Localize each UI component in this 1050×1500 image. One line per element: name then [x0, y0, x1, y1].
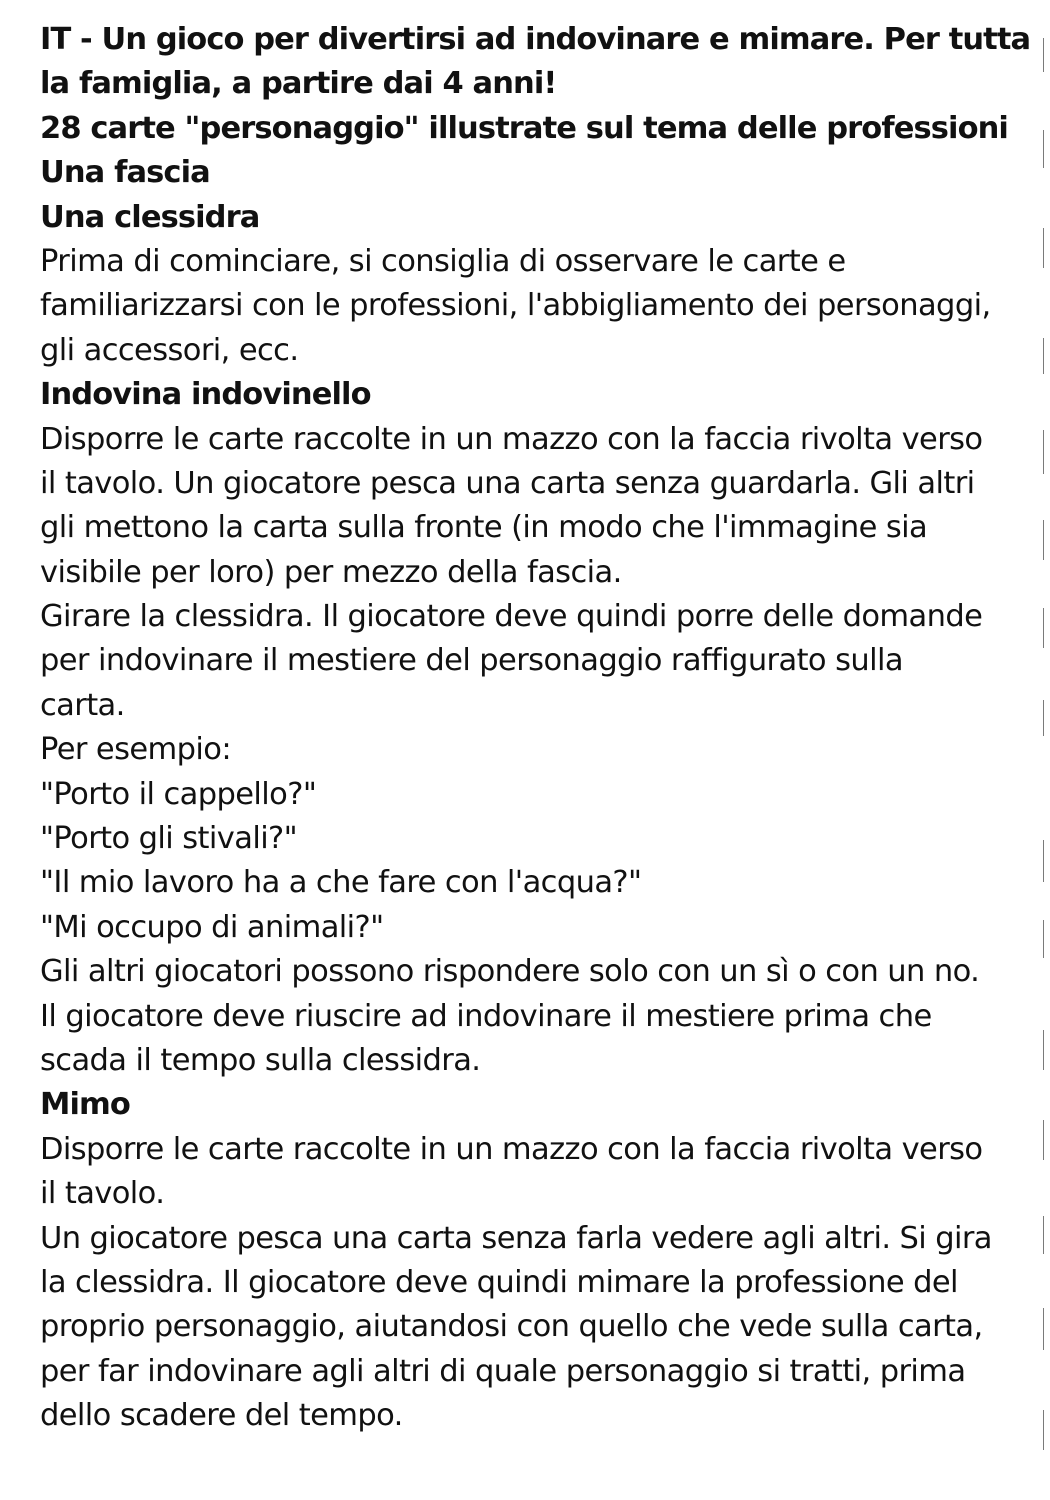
- body-text-line: il tavolo. Un giocatore pesca una carta senza guardarla. Gli altri: [40, 465, 975, 501]
- page-edge-mark: [1043, 228, 1044, 268]
- page-edge-mark: [1043, 1308, 1044, 1350]
- body-text-line: gli mettono la carta sulla fronte (in modo che l'immagine sia: [40, 510, 928, 546]
- page-edge-mark: [1043, 608, 1044, 648]
- page-edge-mark: [1043, 1410, 1044, 1450]
- example-question: "Mi occupo di animali?": [40, 909, 384, 945]
- body-text-line: la clessidra. Il giocatore deve quindi mimare la professione del: [40, 1264, 958, 1300]
- page-edge-mark: [1043, 130, 1044, 168]
- example-question: "Porto gli stivali?": [40, 821, 298, 857]
- body-text-line: dello scadere del tempo.: [40, 1398, 403, 1434]
- body-text-line: Per esempio:: [40, 732, 232, 768]
- page-edge-mark: [1043, 430, 1044, 474]
- contents-item-band: Una fascia: [40, 155, 210, 191]
- body-text-line: proprio personaggio, aiutandosi con quello che vede sulla carta,: [40, 1309, 983, 1345]
- page-edge-mark: [1043, 520, 1044, 560]
- contents-item-cards: 28 carte "personaggio" illustrate sul tema delle professioni: [40, 110, 1008, 146]
- page-edge-mark: [1043, 38, 1044, 72]
- page-edge-mark: [1043, 1030, 1044, 1070]
- body-text-line: Il giocatore deve riuscire ad indovinare il mestiere prima che: [40, 998, 932, 1034]
- body-text-line: Disporre le carte raccolte in un mazzo con la faccia rivolta verso: [40, 421, 983, 457]
- contents-item-hourglass: Una clessidra: [40, 199, 260, 235]
- section-heading-mimo: Mimo: [40, 1087, 130, 1123]
- example-question: "Il mio lavoro ha a che fare con l'acqua?": [40, 865, 642, 901]
- section-heading-indovina: Indovina indovinello: [40, 377, 371, 413]
- body-text-line: Gli altri giocatori possono rispondere solo con un sì o con un no.: [40, 954, 980, 990]
- body-text-line: gli accessori, ecc.: [40, 332, 299, 368]
- body-text-line: carta.: [40, 687, 125, 723]
- page-edge-mark: [1043, 840, 1044, 882]
- body-text-line: familiarizzarsi con le professioni, l'abbigliamento dei personaggi,: [40, 288, 991, 324]
- body-text-line: il tavolo.: [40, 1176, 165, 1212]
- body-text-line: Un giocatore pesca una carta senza farla vedere agli altri. Si gira: [40, 1220, 992, 1256]
- body-text-line: visibile per loro) per mezzo della fascia.: [40, 554, 622, 590]
- body-text-line: Girare la clessidra. Il giocatore deve quindi porre delle domande: [40, 599, 983, 635]
- instructions-text: [40, 18, 1030, 1439]
- example-question: "Porto il cappello?": [40, 776, 317, 812]
- page-edge-mark: [1043, 338, 1044, 374]
- page-edge-mark: [1043, 1216, 1044, 1254]
- intro-heading-line-2: la famiglia, a partire dai 4 anni!: [40, 66, 557, 102]
- body-text-line: Disporre le carte raccolte in un mazzo con la faccia rivolta verso: [40, 1131, 983, 1167]
- page-edge-mark: [1043, 1120, 1044, 1160]
- body-text-line: scada il tempo sulla clessidra.: [40, 1042, 481, 1078]
- intro-heading-line-1: IT - Un gioco per divertirsi ad indovinare e mimare. Per tutta: [40, 22, 1031, 57]
- body-text-line: Prima di cominciare, si consiglia di osservare le carte e: [40, 243, 846, 279]
- body-text-line: per far indovinare agli altri di quale personaggio si tratti, prima: [40, 1353, 966, 1389]
- page-edge-mark: [1043, 700, 1044, 736]
- body-text-line: per indovinare il mestiere del personaggio raffigurato sulla: [40, 643, 903, 679]
- page-edge-mark: [1043, 920, 1044, 958]
